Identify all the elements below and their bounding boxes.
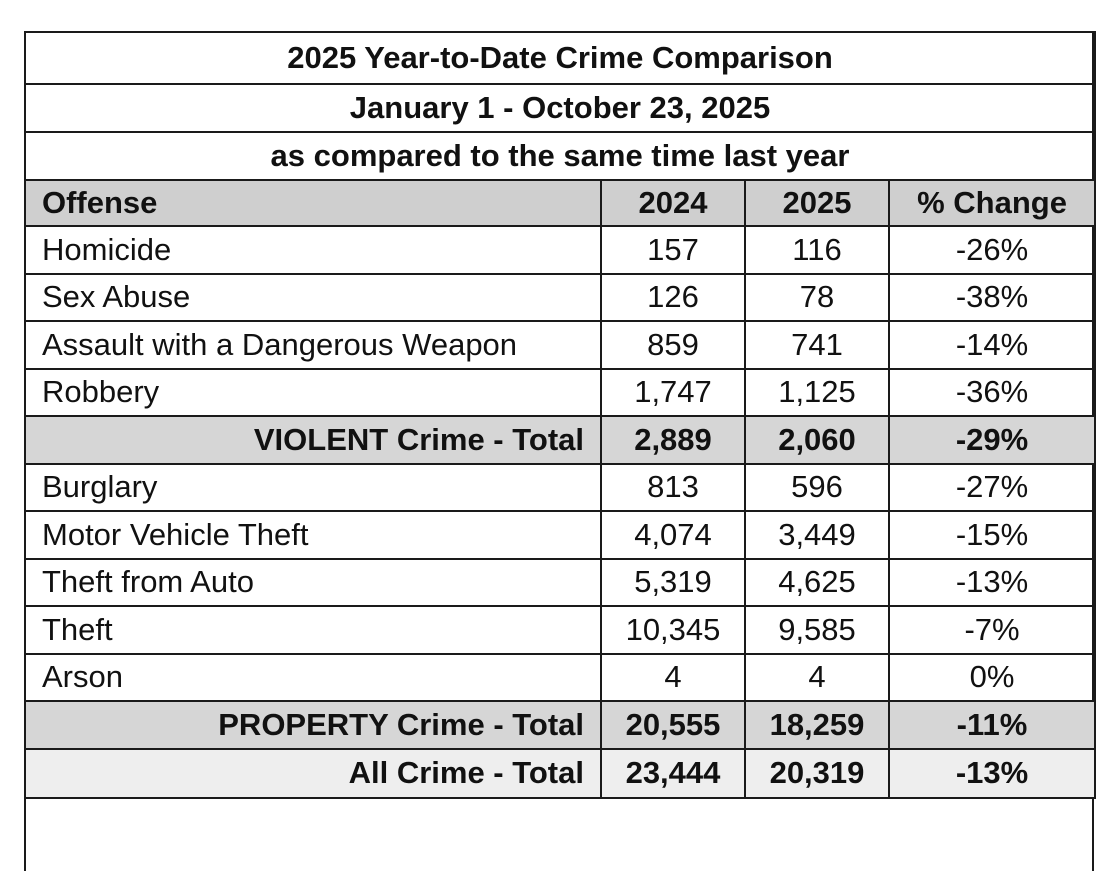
- change-cell: -38%: [889, 274, 1095, 322]
- date-range-row: [25, 84, 1095, 132]
- value-2024-cell: 10,345: [601, 606, 745, 654]
- change-cell: -13%: [889, 559, 1095, 607]
- value-2024-cell: 813: [601, 464, 745, 512]
- offense-cell: Robbery: [25, 369, 601, 417]
- value-2024-cell: 1,747: [601, 369, 745, 417]
- table-row: [25, 559, 1095, 607]
- violent-total-label: VIOLENT Crime - Total: [25, 416, 601, 464]
- table-row: [25, 369, 1095, 417]
- table-row: [25, 321, 1095, 369]
- property-total-2025: 18,259: [745, 701, 889, 749]
- value-2024-cell: 126: [601, 274, 745, 322]
- value-2024-cell: 859: [601, 321, 745, 369]
- table-title: 2025 Year-to-Date Crime Comparison: [25, 32, 1095, 84]
- comparison-note: as compared to the same time last year: [25, 132, 1095, 180]
- change-cell: -15%: [889, 511, 1095, 559]
- header-2024: 2024: [601, 180, 745, 226]
- comparison-note-row: [25, 132, 1095, 180]
- value-2025-cell: 1,125: [745, 369, 889, 417]
- header-2025: 2025: [745, 180, 889, 226]
- offense-cell: Motor Vehicle Theft: [25, 511, 601, 559]
- all-total-2025: 20,319: [745, 749, 889, 798]
- value-2025-cell: 4,625: [745, 559, 889, 607]
- offense-cell: Theft: [25, 606, 601, 654]
- offense-cell: Arson: [25, 654, 601, 702]
- offense-cell: Sex Abuse: [25, 274, 601, 322]
- change-cell: 0%: [889, 654, 1095, 702]
- table-row: [25, 464, 1095, 512]
- date-range: January 1 - October 23, 2025: [25, 84, 1095, 132]
- offense-cell: Homicide: [25, 226, 601, 274]
- change-cell: -7%: [889, 606, 1095, 654]
- all-total-change: -13%: [889, 749, 1095, 798]
- value-2024-cell: 5,319: [601, 559, 745, 607]
- property-total-2024: 20,555: [601, 701, 745, 749]
- violent-total-2025: 2,060: [745, 416, 889, 464]
- value-2025-cell: 78: [745, 274, 889, 322]
- value-2025-cell: 3,449: [745, 511, 889, 559]
- value-2025-cell: 4: [745, 654, 889, 702]
- header-change: % Change: [889, 180, 1095, 226]
- value-2024-cell: 4: [601, 654, 745, 702]
- all-total-2024: 23,444: [601, 749, 745, 798]
- all-total-label: All Crime - Total: [25, 749, 601, 798]
- value-2024-cell: 4,074: [601, 511, 745, 559]
- change-cell: -36%: [889, 369, 1095, 417]
- offense-cell: Burglary: [25, 464, 601, 512]
- value-2025-cell: 741: [745, 321, 889, 369]
- property-total-row: [25, 701, 1095, 749]
- all-crime-total-row: [25, 749, 1095, 798]
- header-row: [25, 180, 1095, 226]
- value-2025-cell: 116: [745, 226, 889, 274]
- change-cell: -26%: [889, 226, 1095, 274]
- value-2025-cell: 9,585: [745, 606, 889, 654]
- crime-comparison-table: [24, 31, 1096, 799]
- table-row: [25, 274, 1095, 322]
- value-2024-cell: 157: [601, 226, 745, 274]
- offense-cell: Theft from Auto: [25, 559, 601, 607]
- property-total-label: PROPERTY Crime - Total: [25, 701, 601, 749]
- property-total-change: -11%: [889, 701, 1095, 749]
- violent-total-change: -29%: [889, 416, 1095, 464]
- violent-total-2024: 2,889: [601, 416, 745, 464]
- table-row: [25, 226, 1095, 274]
- table-row: [25, 654, 1095, 702]
- table-row: [25, 511, 1095, 559]
- violent-total-row: [25, 416, 1095, 464]
- title-row: [25, 32, 1095, 84]
- change-cell: -27%: [889, 464, 1095, 512]
- header-offense: Offense: [25, 180, 601, 226]
- change-cell: -14%: [889, 321, 1095, 369]
- offense-cell: Assault with a Dangerous Weapon: [25, 321, 601, 369]
- table-row: [25, 606, 1095, 654]
- value-2025-cell: 596: [745, 464, 889, 512]
